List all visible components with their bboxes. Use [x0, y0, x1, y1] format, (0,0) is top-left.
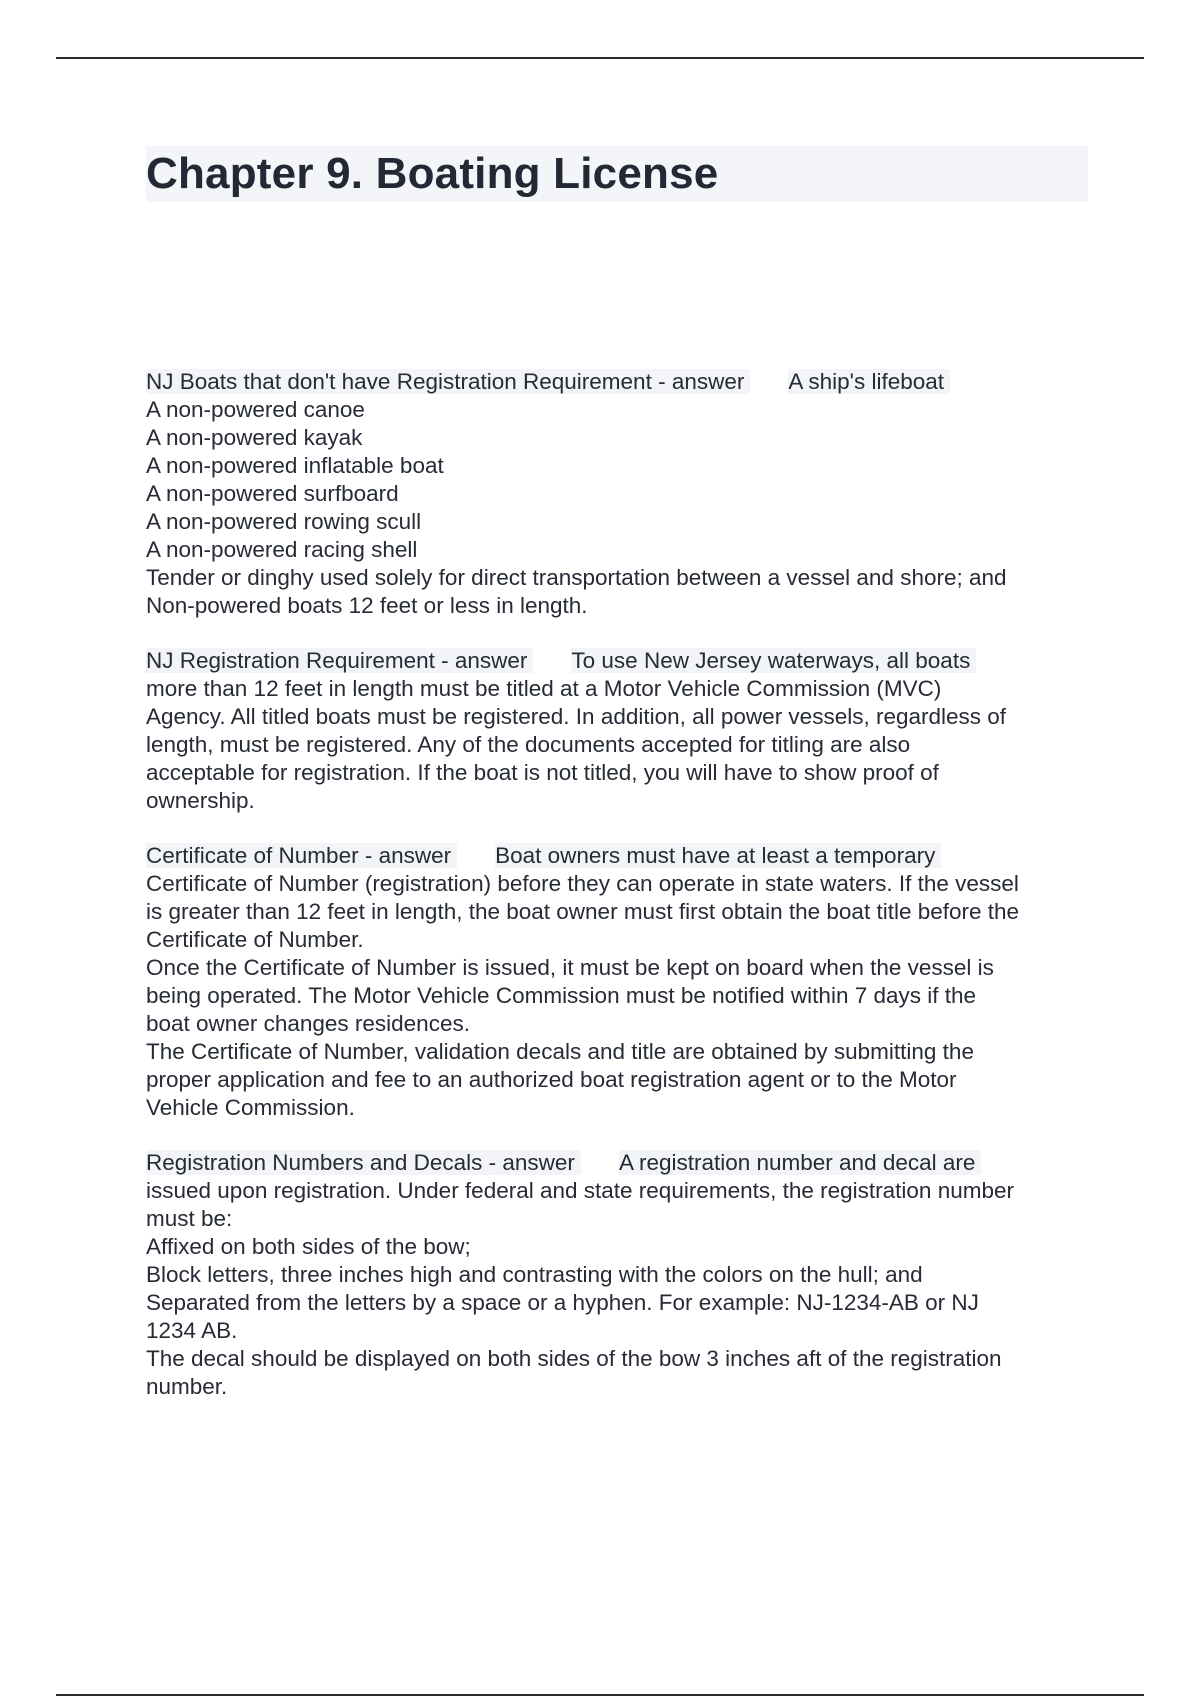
entry-line: Certificate of Number. — [146, 927, 364, 952]
entry-line: Non-powered boats 12 feet or less in length. — [146, 593, 588, 618]
entry-line: Affixed on both sides of the bow; — [146, 1234, 471, 1259]
entry-answer-start: A registration number and decal are — [619, 1150, 981, 1175]
entry-line: The Certificate of Number, validation decals and title are obtained by submitting the — [146, 1039, 974, 1064]
entry-line: Certificate of Number (registration) before they can operate in state waters. If the vessel — [146, 871, 1019, 896]
entry-line: more than 12 feet in length must be titled at a Motor Vehicle Commission (MVC) — [146, 676, 942, 701]
entry-line: ownership. — [146, 788, 255, 813]
entry-line: being operated. The Motor Vehicle Commission must be notified within 7 days if the — [146, 983, 977, 1008]
entry-nj-boats-exempt — [146, 368, 1096, 620]
entry-line: Vehicle Commission. — [146, 1095, 355, 1120]
entry-term: Registration Numbers and Decals - answer — [146, 1150, 581, 1175]
entry-first-line — [146, 1149, 1096, 1177]
entry-certificate-of-number — [146, 842, 1096, 1122]
entry-line: length, must be registered. Any of the documents accepted for titling are also — [146, 732, 911, 757]
entry-line: The decal should be displayed on both sides of the bow 3 inches aft of the registration — [146, 1346, 1002, 1371]
entry-line: number. — [146, 1374, 228, 1399]
page-title: Chapter 9. Boating License — [146, 149, 719, 198]
entry-answer-start: To use New Jersey waterways, all boats — [571, 648, 976, 673]
entry-line: boat owner changes residences. — [146, 1011, 470, 1036]
entry-term: NJ Registration Requirement - answer — [146, 648, 533, 673]
top-rule — [56, 57, 1144, 59]
entry-line: Once the Certificate of Number is issued, it must be kept on board when the vessel is — [146, 955, 994, 980]
entry-line: must be: — [146, 1206, 233, 1231]
entry-first-line — [146, 647, 1096, 675]
entry-line: A non-powered surfboard — [146, 481, 399, 506]
entry-line: Tender or dinghy used solely for direct transportation between a vessel and shore; and — [146, 565, 1007, 590]
entry-line: issued upon registration. Under federal and state requirements, the registration number — [146, 1178, 1014, 1203]
entry-line: A non-powered canoe — [146, 397, 365, 422]
entry-line: proper application and fee to an authorized boat registration agent or to the Motor — [146, 1067, 957, 1092]
entry-line: Separated from the letters by a space or a hyphen. For example: NJ-1234-AB or NJ — [146, 1290, 979, 1315]
entry-registration-numbers-decals — [146, 1149, 1096, 1401]
entry-first-line — [146, 368, 1096, 396]
entry-answer-start: Boat owners must have at least a temporary — [495, 843, 941, 868]
entry-nj-registration-requirement — [146, 647, 1096, 815]
bottom-rule — [56, 1694, 1144, 1696]
entry-line: Agency. All titled boats must be registered. In addition, all power vessels, regardless of — [146, 704, 1007, 729]
entry-first-line — [146, 842, 1096, 870]
entry-line: A non-powered racing shell — [146, 537, 418, 562]
entry-answer-start: A ship's lifeboat — [788, 369, 950, 394]
entry-line: Block letters, three inches high and contrasting with the colors on the hull; and — [146, 1262, 923, 1287]
entry-line: is greater than 12 feet in length, the boat owner must first obtain the boat title before the — [146, 899, 1020, 924]
flashcard-content — [146, 368, 1096, 1428]
entry-term: Certificate of Number - answer — [146, 843, 457, 868]
entry-line: A non-powered inflatable boat — [146, 453, 444, 478]
entry-line: acceptable for registration. If the boat is not titled, you will have to show proof of — [146, 760, 939, 785]
entry-line: A non-powered rowing scull — [146, 509, 422, 534]
entry-term: NJ Boats that don't have Registration Requirement - answer — [146, 369, 750, 394]
entry-line: 1234 AB. — [146, 1318, 238, 1343]
entry-line: A non-powered kayak — [146, 425, 363, 450]
